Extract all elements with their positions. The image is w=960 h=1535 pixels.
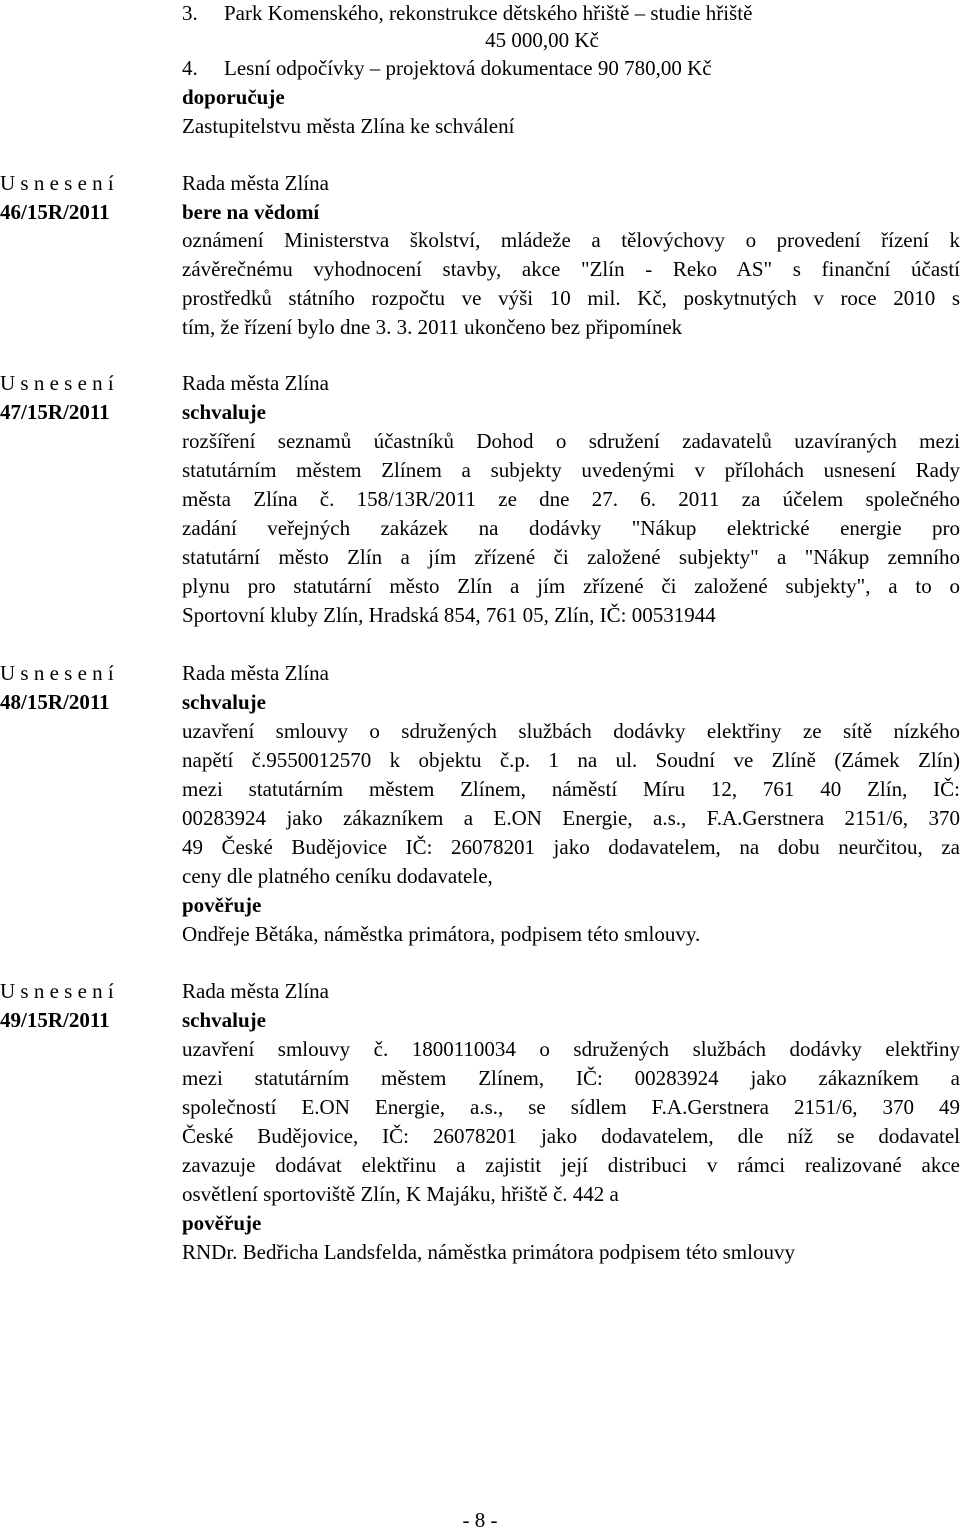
resolution-number: 48/15R/2011 [0,690,110,714]
resolution-text-line: plynu pro statutární město Zlín a jím zřízené či založené subjekty", a to o [182,574,960,598]
resolution-verb: bere na vědomí [182,200,320,224]
resolution-label: U s n e s e n í [0,371,114,395]
intro-item-4: 4. Lesní odpočívky – projektová dokumentace 90 780,00 Kč [182,56,712,80]
intro-verb: doporučuje [182,85,285,109]
resolution-verb-2: pověřuje [182,1211,262,1235]
resolution-text-line: mezi statutárním městem Zlínem, náměstí Míru 12, 761 40 Zlín, IČ: [182,777,960,801]
resolution-label: U s n e s e n í [0,171,114,195]
page-number: - 8 - [462,1508,498,1532]
resolution-body: Rada města Zlína [182,371,329,395]
resolution-text-2: RNDr. Bedřicha Landsfelda, náměstka primátora podpisem této smlouvy [182,1240,795,1264]
resolution-text-line: zadání veřejných zakázek na dodávky "Nákup elektrické energie pro [182,516,960,540]
resolution-text-line: města Zlína č. 158/13R/2011 ze dne 27. 6. 2011 za účelem společného [182,487,960,511]
intro-item-3-amount: 45 000,00 Kč [485,28,599,52]
resolution-text-2: Ondřeje Bětáka, náměstka primátora, podpisem této smlouvy. [182,922,701,946]
resolution-number: 47/15R/2011 [0,400,110,424]
intro-item-3: 3. Park Komenského, rekonstrukce dětského hřiště – studie hřiště [182,1,753,25]
resolution-text-line: závěrečnému vyhodnocení stavby, akce "Zlín - Reko AS" s finanční účastí [182,257,960,281]
resolution-text-line: uzavření smlouvy č. 1800110034 o sdružených službách dodávky elektřiny [182,1037,960,1061]
resolution-body: Rada města Zlína [182,979,329,1003]
resolution-text-line: statutárním městem Zlínem a subjekty uvedenými v přílohách usnesení Rady [182,458,960,482]
resolution-text-line: 00283924 jako zákazníkem a E.ON Energie, a.s., F.A.Gerstnera 2151/6, 370 [182,806,960,830]
resolution-verb-2: pověřuje [182,893,262,917]
resolution-text-line: uzavření smlouvy o sdružených službách dodávky elektřiny ze sítě nízkého [182,719,960,743]
intro-text: Zastupitelstvu města Zlína ke schválení [182,114,515,138]
resolution-text-line: České Budějovice, IČ: 26078201 jako dodavatelem, dle níž se dodavatel [182,1124,960,1148]
resolution-label: U s n e s e n í [0,661,114,685]
resolution-text-line: osvětlení sportoviště Zlín, K Majáku, hřiště č. 442 a [182,1182,619,1206]
resolution-verb: schvaluje [182,690,266,714]
resolution-text-line: prostředků státního rozpočtu ve výši 10 mil. Kč, poskytnutých v roce 2010 s [182,286,960,310]
resolution-text-line: rozšíření seznamů účastníků Dohod o sdružení zadavatelů uzavíraných mezi [182,429,960,453]
resolution-text-line: napětí č.9550012570 k objektu č.p. 1 na ul. Soudní ve Zlíně (Zámek Zlín) [182,748,960,772]
resolution-text-line: oznámení Ministerstva školství, mládeže a tělovýchovy o provedení řízení k [182,228,960,252]
resolution-verb: schvaluje [182,400,266,424]
resolution-label: U s n e s e n í [0,979,114,1003]
resolution-number: 49/15R/2011 [0,1008,110,1032]
resolution-verb: schvaluje [182,1008,266,1032]
resolution-text-line: ceny dle platného ceníku dodavatele, [182,864,493,888]
resolution-text-line: společností E.ON Energie, a.s., se sídlem F.A.Gerstnera 2151/6, 370 49 [182,1095,960,1119]
resolution-body: Rada města Zlína [182,661,329,685]
resolution-text-line: Sportovní kluby Zlín, Hradská 854, 761 05, Zlín, IČ: 00531944 [182,603,716,627]
resolution-text-line: statutární město Zlín a jím zřízené či založené subjekty" a "Nákup zemního [182,545,960,569]
resolution-body: Rada města Zlína [182,171,329,195]
resolution-number: 46/15R/2011 [0,200,110,224]
resolution-text-line: 49 České Budějovice IČ: 26078201 jako dodavatelem, na dobu neurčitou, za [182,835,960,859]
resolution-text-line: zavazuje dodávat elektřinu a zajistit její distribuci v rámci realizované akce [182,1153,960,1177]
resolution-text-line: mezi statutárním městem Zlínem, IČ: 00283924 jako zákazníkem a [182,1066,960,1090]
resolution-text-line: tím, že řízení bylo dne 3. 3. 2011 ukončeno bez připomínek [182,315,683,339]
